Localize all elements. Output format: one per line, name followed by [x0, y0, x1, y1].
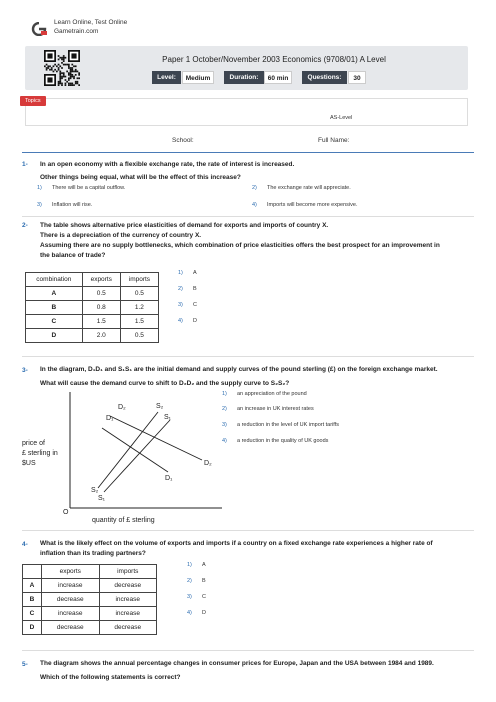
table-row: D decrease decrease: [23, 621, 157, 635]
paper-title: Paper 1 October/November 2003 Economics (9708/01) A Level: [162, 55, 386, 64]
topics-tag: Topics: [20, 96, 46, 106]
questions-label: Questions:: [302, 71, 347, 84]
supply-curve-s1: [104, 420, 170, 492]
option-number: 2): [187, 578, 192, 584]
supply-curve-s2: [98, 412, 158, 488]
level-value: Medium: [182, 71, 214, 84]
demand-curve-d1: [102, 428, 168, 472]
table-row: A increase decrease: [23, 579, 157, 593]
option-text[interactable]: There will be a capital outflow.: [52, 185, 126, 191]
option-number: 2): [178, 286, 183, 292]
option-number: 1): [187, 562, 192, 568]
option-text[interactable]: a reduction in the level of UK import tariffs: [237, 422, 340, 428]
table-header: imports: [99, 565, 157, 579]
option-number: 1): [178, 270, 183, 276]
table-row: B 0.8 1.2: [26, 301, 159, 315]
label-d2-top: D₂: [118, 404, 126, 411]
table-header: exports: [82, 273, 120, 287]
option-text[interactable]: a reduction in the quality of UK goods: [237, 438, 329, 444]
table-row: C 1.5 1.5: [26, 315, 159, 329]
brand-site[interactable]: Gametrain.com: [54, 28, 99, 35]
option-number: 3): [178, 302, 183, 308]
questions-value: 30: [348, 71, 366, 84]
topic-item: AS-Level: [330, 115, 353, 121]
question-text: What is the likely effect on the volume of exports and imports if a country on a fixed exchange rate experiences a higher rate of inflation than its trading partners?: [40, 540, 433, 557]
label-s1-top: S₁: [164, 414, 172, 421]
origin-label: O: [63, 509, 69, 516]
option-number: 3): [37, 202, 42, 208]
table-header: combination: [26, 273, 83, 287]
question-divider: [22, 216, 474, 217]
table-row: B decrease increase: [23, 593, 157, 607]
y-axis-label-line1: price of: [22, 440, 45, 447]
question-text: In the diagram, D₁D₁ and S₁S₁ are the initial demand and supply curves of the pound sterling (£) on the foreign exchange market. What will cause the demand curve to shift to D₂D₂ and the supply curve to S₂S₂?: [40, 366, 438, 387]
option-text[interactable]: The exchange rate will appreciate.: [267, 185, 351, 191]
supply-demand-diagram: [22, 388, 222, 526]
topics-box: [25, 98, 468, 126]
option-number: 4): [187, 610, 192, 616]
question-number: 1-: [22, 161, 28, 168]
question-divider: [22, 530, 474, 531]
label-d2-bottom: D₂: [204, 460, 212, 467]
y-axis-label-line3: $US: [22, 460, 36, 467]
y-axis-label-line2: £ sterling in: [22, 450, 58, 457]
label-s2-top: S₂: [156, 403, 164, 410]
label-d1-bottom: D₁: [165, 475, 173, 482]
option-number: 4): [252, 202, 257, 208]
question-number: 5-: [22, 661, 28, 668]
label-s2-bottom: S₂: [91, 487, 99, 494]
option-text[interactable]: A: [202, 562, 206, 568]
table-row: A 0.5 0.5: [26, 287, 159, 301]
option-text[interactable]: B: [202, 578, 206, 584]
table-row: D 2.0 0.5: [26, 329, 159, 343]
question-text: In an open economy with a flexible exchange rate, the rate of interest is increased. Other things being equal, what will be the effect of this increase?: [40, 161, 295, 181]
option-number: 1): [37, 185, 42, 191]
option-text[interactable]: B: [193, 286, 197, 292]
question-divider: [22, 356, 474, 357]
option-number: 1): [222, 391, 227, 397]
option-text[interactable]: an increase in UK interest rates: [237, 406, 314, 412]
option-text[interactable]: D: [193, 318, 197, 324]
table-header: imports: [120, 273, 158, 287]
question-text: The table shows alternative price elasticities of demand for exports and imports of country X. There is a depreciation of the currency of country X. Assuming there are no supply bottlenecks, which combination of price elasticities offers the best prospect for an improvement in the balance of trade?: [40, 222, 440, 259]
question-divider: [22, 650, 474, 651]
option-text[interactable]: C: [193, 302, 197, 308]
x-axis-label: quantity of £ sterling: [92, 517, 155, 524]
table-header: exports: [42, 565, 100, 579]
table-header: [23, 565, 42, 579]
option-text[interactable]: Imports will become more expensive.: [267, 202, 358, 208]
qr-code-icon: [44, 50, 80, 86]
label-s1-bottom: S₁: [98, 495, 106, 502]
elasticity-table: [25, 272, 159, 343]
option-number: 3): [187, 594, 192, 600]
question-number: 3-: [22, 367, 28, 374]
option-text[interactable]: C: [202, 594, 206, 600]
option-number: 2): [252, 185, 257, 191]
header-divider: [22, 152, 474, 153]
option-number: 2): [222, 406, 227, 412]
gametrain-logo: [30, 22, 48, 36]
option-number: 4): [222, 438, 227, 444]
question-number: 2-: [22, 222, 28, 229]
option-number: 3): [222, 422, 227, 428]
option-text[interactable]: A: [193, 270, 197, 276]
option-text[interactable]: Inflation will rise.: [52, 202, 93, 208]
table-row: C increase increase: [23, 607, 157, 621]
duration-label: Duration:: [224, 71, 264, 84]
question-number: 4-: [22, 541, 28, 548]
option-number: 4): [178, 318, 183, 324]
demand-curve-d2: [110, 416, 202, 460]
option-text[interactable]: an appreciation of the pound: [237, 391, 307, 397]
trade-effect-table: [22, 564, 157, 635]
school-field[interactable]: School:: [172, 137, 194, 144]
label-d1-top: D₁: [106, 415, 114, 422]
brand-tagline: Learn Online, Test Online: [54, 19, 128, 26]
option-text[interactable]: D: [202, 610, 206, 616]
question-text: The diagram shows the annual percentage changes in consumer prices for Europe, Japan and the USA between 1984 and 1989. Which of the following statements is correct?: [40, 660, 434, 681]
duration-value: 60 min: [264, 71, 292, 84]
full-name-field[interactable]: Full Name:: [318, 137, 350, 144]
level-label: Level:: [152, 71, 181, 84]
